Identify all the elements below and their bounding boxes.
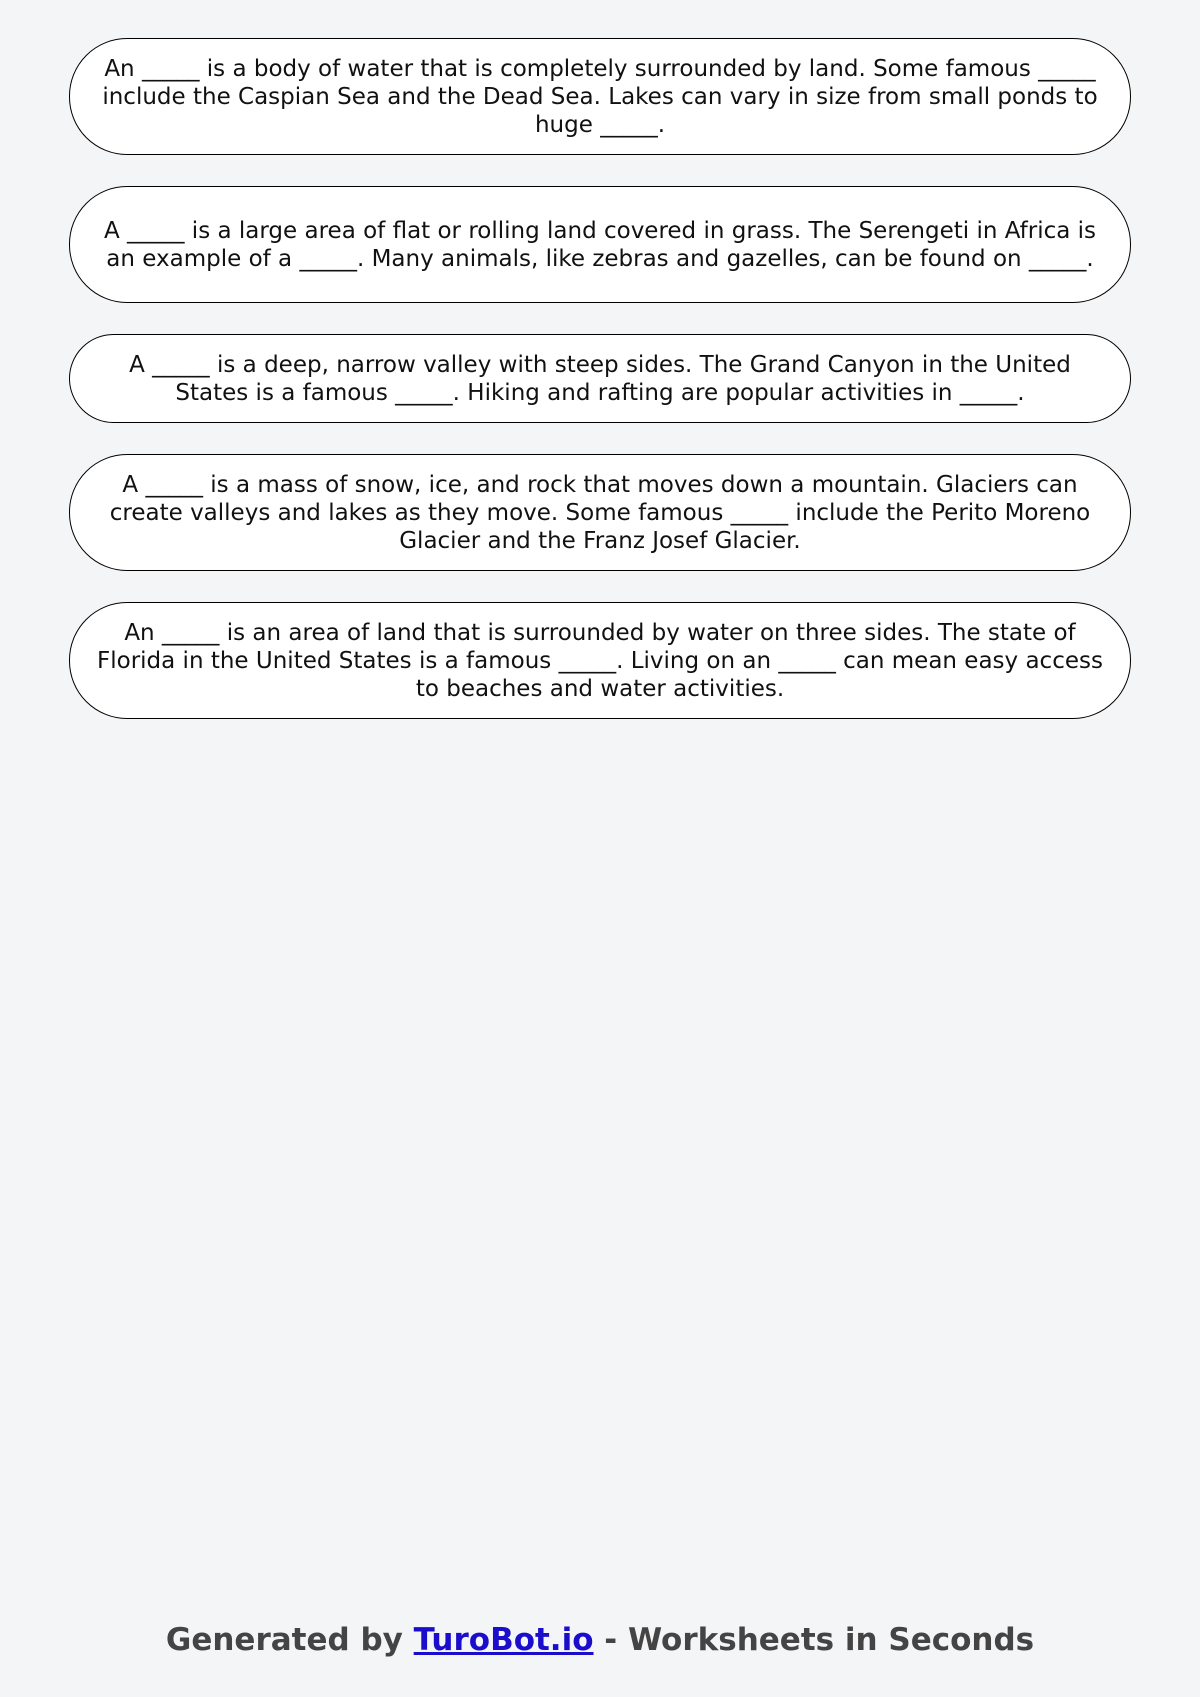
question-text-3: A _____ is a deep, narrow valley with steep sides. The Grand Canyon in the United States is a famous _____. Hiking and rafting are popular activities in _____. — [129, 351, 1071, 406]
question-text-5: An _____ is an area of land that is surrounded by water on three sides. The state of Florida in the United States is a famous _____. Living on an _____ can mean easy access to beaches and water activities. — [97, 619, 1103, 702]
question-card-1 — [69, 38, 1131, 155]
question-card-2 — [69, 186, 1131, 303]
footer-suffix: - Worksheets in Seconds — [593, 1622, 1035, 1658]
question-card-3 — [69, 334, 1131, 423]
question-text-1: An _____ is a body of water that is completely surrounded by land. Some famous _____ include the Caspian Sea and the Dead Sea. Lakes can vary in size from small ponds to huge _____. — [102, 55, 1098, 138]
question-text-4: A _____ is a mass of snow, ice, and rock that moves down a mountain. Glaciers can create valleys and lakes as they move. Some famous _____ include the Perito Moreno Glacier and the Franz Josef Glacier. — [109, 471, 1091, 554]
footer-credit — [0, 1620, 1200, 1660]
footer-prefix: Generated by — [165, 1622, 414, 1658]
question-card-5 — [69, 602, 1131, 719]
turobot-link[interactable]: TuroBot.io — [413, 1622, 594, 1658]
question-text-2: A _____ is a large area of flat or rolling land covered in grass. The Serengeti in Africa is an example of a _____. Many animals, like zebras and gazelles, can be found on _____. — [103, 217, 1097, 272]
question-card-4 — [69, 454, 1131, 571]
